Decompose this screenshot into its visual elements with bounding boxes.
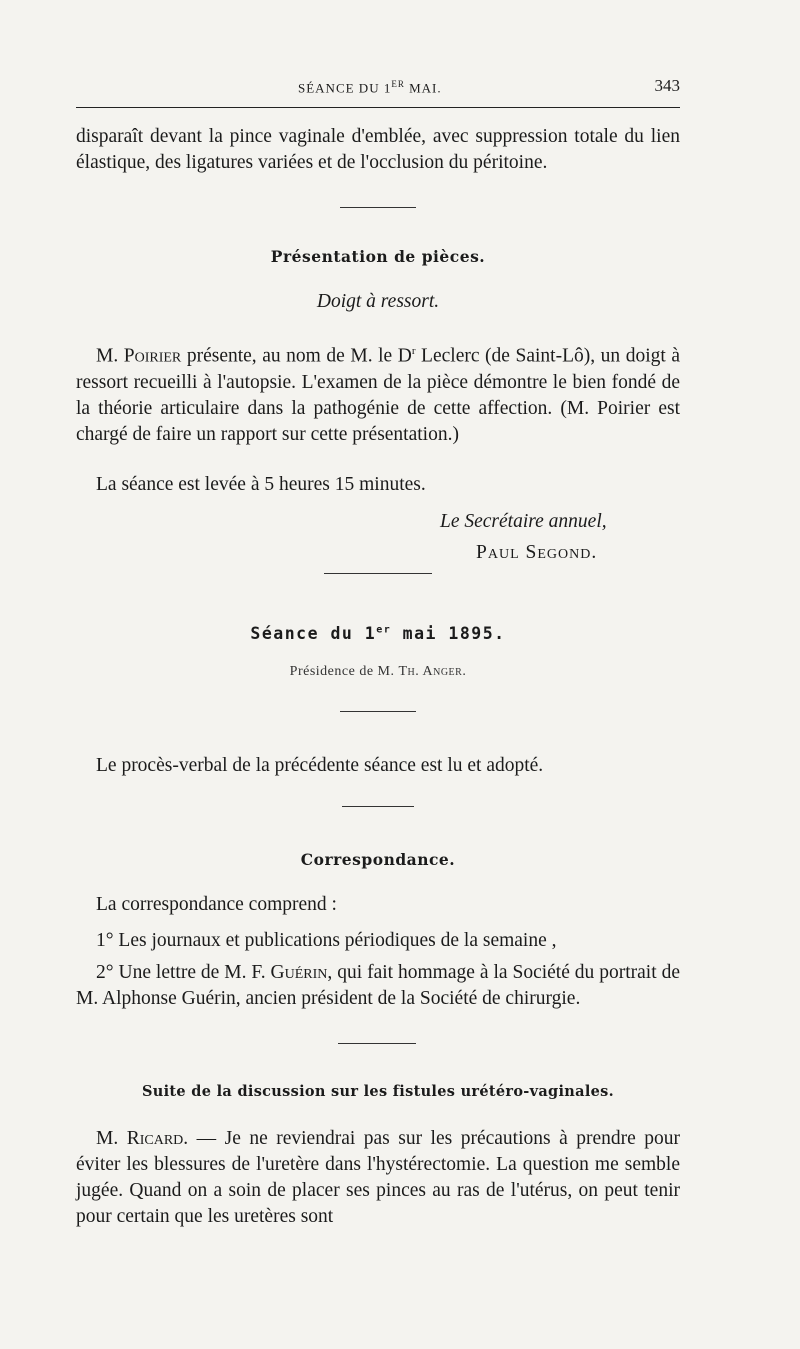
presidence-line: Présidence de M. Th. Anger. bbox=[289, 664, 467, 679]
section-divider bbox=[342, 806, 414, 807]
subheading-doigt: Doigt à ressort. bbox=[316, 291, 440, 312]
section-divider bbox=[338, 1043, 416, 1044]
document-page bbox=[76, 0, 680, 1349]
author-name: Ricard bbox=[126, 1128, 184, 1149]
paragraph-continuation: disparaît devant la pince vaginale d'emblée, avec suppression totale du lien élastique, des ligatures variées et de l'occlusion du péritoine. bbox=[76, 126, 680, 173]
paragraph-ricard: M. Ricard. — Je ne reviendrai pas sur les précautions à prendre pour éviter les blessures de l'uretère dans l'hystérectomie. La question me semble jugée. Quand on a soin de placer ses pinces au ras de l'utérus, on peut tenir pour certain que les uretères sont bbox=[76, 1128, 680, 1227]
section-divider bbox=[340, 711, 416, 712]
running-head-title: SÉANCE DU 1ER MAI. bbox=[298, 79, 442, 96]
paragraph-seance-levee: La séance est levée à 5 heures 15 minutes. bbox=[96, 474, 426, 495]
author-name: Poirier bbox=[123, 345, 182, 367]
heading-seance: Séance du 1er mai 1895. bbox=[250, 624, 506, 643]
signature-name: Paul Segond. bbox=[476, 542, 598, 563]
heading-correspondance: Correspondance. bbox=[300, 850, 456, 869]
paragraph-correspondance: La correspondance comprend : bbox=[96, 894, 337, 915]
author-name: Guérin bbox=[270, 962, 328, 983]
section-divider bbox=[340, 207, 416, 208]
heading-presentation: Présentation de pièces. bbox=[270, 247, 486, 266]
page-number: 343 bbox=[654, 76, 680, 95]
signature-title: Le Secrétaire annuel, bbox=[440, 511, 607, 532]
heading-suite-discussion: Suite de la discussion sur les fistules urétéro-vaginales. bbox=[142, 1083, 614, 1100]
paragraph-proces-verbal: Le procès-verbal de la précédente séance est lu et adopté. bbox=[96, 755, 544, 776]
running-head bbox=[76, 76, 680, 98]
list-item-1: 1° Les journaux et publications périodiques de la semaine , bbox=[96, 930, 557, 951]
list-item-2: 2° Une lettre de M. F. Guérin, qui fait hommage à la Société du portrait de M. Alphonse Guérin, ancien président de la Société de chirurgie. bbox=[76, 962, 680, 1009]
header-rule bbox=[76, 107, 680, 108]
section-divider bbox=[324, 573, 432, 574]
paragraph-poirier: M. Poirier présente, au nom de M. le $D^r$ Leclerc (de Saint-Lô), un doigt à ressort recueilli à l'autopsie. L'examen de la pièce démontre le bien fondé de la théorie articulaire dans la pathogénie de cette affection. (M. Poirier est chargé de faire un rapport sur cette présentation.) bbox=[76, 345, 680, 445]
